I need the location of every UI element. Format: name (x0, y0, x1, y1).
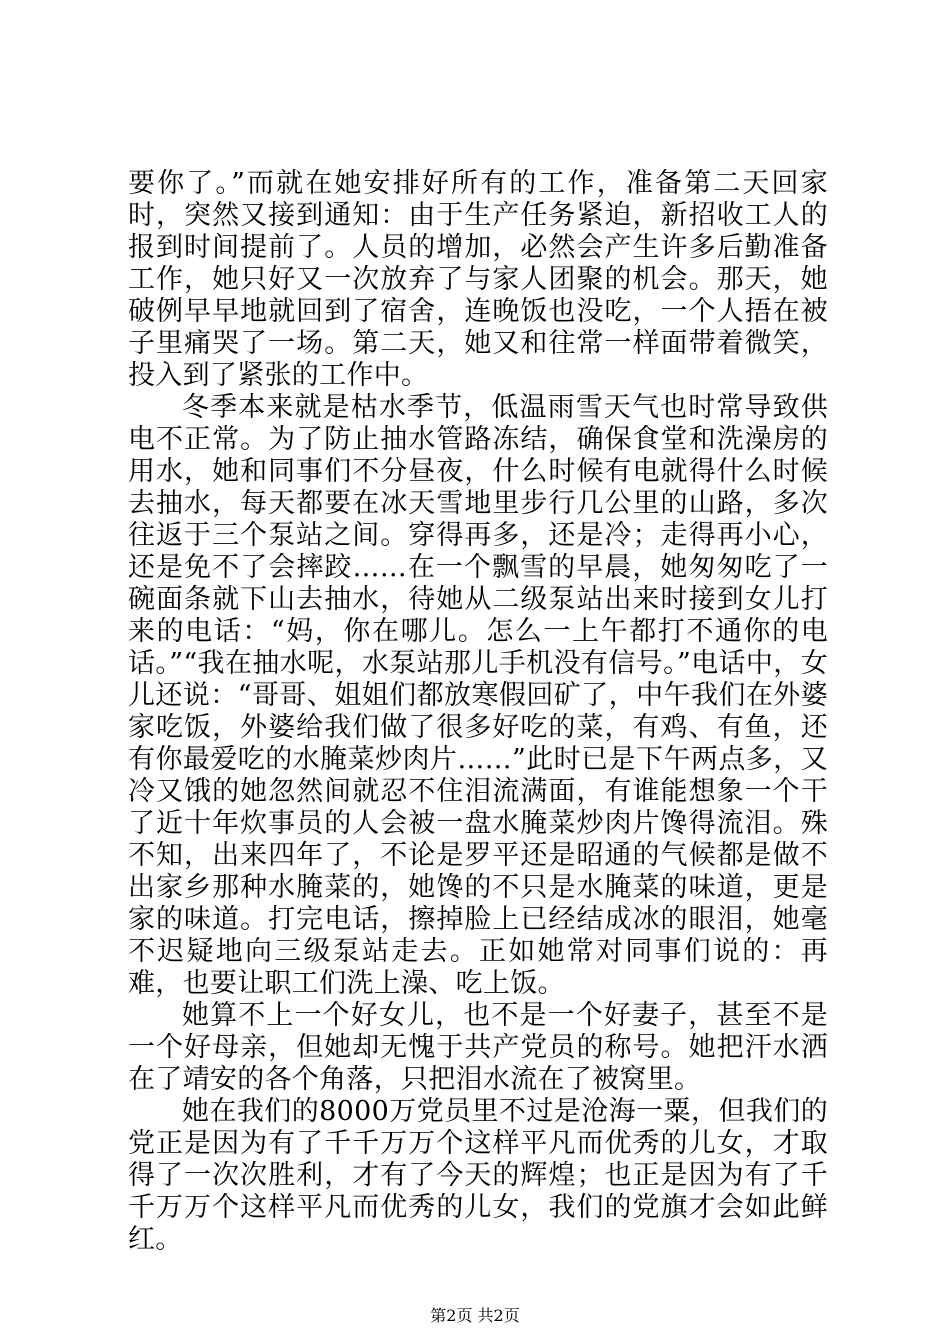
paragraph-2: 冬季本来就是枯水季节，低温雨雪天气也时常导致供电不正常。为了防止抽水管路冻结，确保食堂和洗澡房的用水，她和同事们不分昼夜，什么时候有电就得什么时候去抽水，每天都要在冰天雪地里步行几公里的山路，多次往返于三个泵站之间。穿得再多，还是冷；走得再小心，还是免不了会摔跤……在一个飘雪的早晨，她匆匆吃了一碗面条就下山去抽水，待她从二级泵站出来时接到女儿打来的电话：“妈，你在哪儿。怎么一上午都打不通你的电话。”“我在抽水呢，水泵站那儿手机没有信号。”电话中，女儿还说：“哥哥、姐姐们都放寒假回矿了，中午我们在外婆家吃饭，外婆给我们做了很多好吃的菜，有鸡、有鱼，还有你最爱吃的水腌菜炒肉片……”此时已是下午两点多，又冷又饿的她忽然间就忍不住泪流满面，有谁能想象一个干了近十年炊事员的人会被一盘水腌菜炒肉片馋得流泪。殊不知，出来四年了，不论是罗平还是昭通的气候都是做不出家乡那种水腌菜的，她馋的不只是水腌菜的味道，更是家的味道。打完电话，擦掉脸上已经结成冰的眼泪，她毫不迟疑地向三级泵站走去。正如她常对同事们说的：再难，也要让职工们洗上澡、吃上饭。 (128, 392, 828, 999)
paragraph-1: 要你了。”而就在她安排好所有的工作，准备第二天回家时，突然又接到通知：由于生产任务紧迫，新招收工人的报到时间提前了。人员的增加，必然会产生许多后勤准备工作，她只好又一次放弃了与家人团聚的机会。那天，她破例早早地就回到了宿舍，连晚饭也没吃，一个人捂在被子里痛哭了一场。第二天，她又和往常一样面带着微笑，投入到了紧张的工作中。 (128, 168, 828, 391)
paragraph-3: 她算不上一个好女儿，也不是一个好妻子，甚至不是一个好母亲，但她却无愧于共产党员的称号。她把汗水洒在了靖安的各个角落，只把泪水流在了被窝里。 (128, 1000, 828, 1095)
page-number-label: 第2页 共2页 (430, 1306, 520, 1325)
paragraph-4: 她在我们的8000万党员里不过是沧海一粟，但我们的党正是因为有了千千万万个这样平凡而优秀的儿女，才取得了一次次胜利，才有了今天的辉煌；也正是因为有了千千万万个这样平凡而优秀的儿女，我们的党旗才会如此鲜红。 (128, 1096, 828, 1255)
document-body (128, 168, 828, 1256)
page-footer (0, 1306, 950, 1326)
